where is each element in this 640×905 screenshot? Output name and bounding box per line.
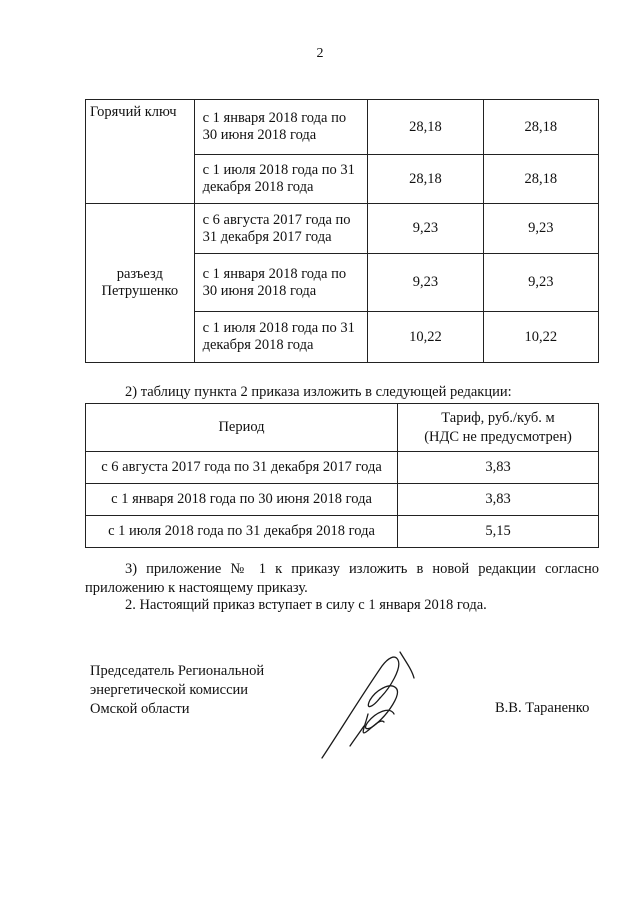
period-line: с 1 января 2018 года по xyxy=(202,110,347,126)
period-line: с 6 августа 2017 года по xyxy=(202,211,351,228)
tariff-value: 5,15 xyxy=(398,516,599,548)
period-cell xyxy=(194,204,368,254)
signatory-title-line: Председатель Региональной xyxy=(90,663,265,679)
period-cell xyxy=(194,254,368,312)
signatory-title xyxy=(90,662,264,719)
signatory-title-line: Омской области xyxy=(90,701,190,717)
handwritten-signature xyxy=(310,636,430,766)
header-tariff xyxy=(398,404,599,452)
page-number: 2 xyxy=(316,46,324,61)
paragraph-line: приложению к настоящему приказу. xyxy=(85,580,308,596)
tariff-value: 9,23 xyxy=(483,254,598,312)
signatory-name: В.В. Тараненко xyxy=(495,700,590,716)
tariff-value: 3,83 xyxy=(398,452,599,484)
tariff-value: 9,23 xyxy=(368,204,483,254)
tariff-value: 3,83 xyxy=(398,484,599,516)
table-row xyxy=(86,452,599,484)
period-cell xyxy=(194,155,368,204)
table-row xyxy=(86,100,599,155)
tariff-value: 28,18 xyxy=(483,155,598,204)
period-line: с 1 июля 2018 года по 31 xyxy=(202,320,355,336)
header-tariff-line: Тариф, руб./куб. м xyxy=(441,409,555,426)
period-cell: с 1 июля 2018 года по 31 декабря 2018 года xyxy=(86,516,398,548)
tariff-value: 28,18 xyxy=(368,100,483,155)
header-tariff-line: (НДС не предусмотрен) xyxy=(424,428,572,445)
tariff-table-locations xyxy=(85,99,599,363)
table-header-row xyxy=(86,404,599,452)
tariff-value: 10,22 xyxy=(368,312,483,363)
tariff-value: 28,18 xyxy=(368,155,483,204)
period-line: декабря 2018 года xyxy=(202,179,314,195)
period-cell xyxy=(194,312,368,363)
period-cell: с 1 января 2018 года по 30 июня 2018 года xyxy=(86,484,398,516)
tariff-value: 10,22 xyxy=(483,312,598,363)
table-row xyxy=(86,516,599,548)
table-row xyxy=(86,484,599,516)
period-line: с 1 июля 2018 года по 31 xyxy=(202,162,355,178)
period-cell: с 6 августа 2017 года по 31 декабря 2017 года xyxy=(86,452,398,484)
period-line: 30 июня 2018 года xyxy=(202,127,317,143)
period-cell xyxy=(194,100,368,155)
tariff-value: 9,23 xyxy=(483,204,598,254)
location-name: разъезд xyxy=(116,266,163,282)
location-cell xyxy=(86,100,195,204)
intro-paragraph: 2) таблицу пункта 2 приказа изложить в следующей редакции: xyxy=(125,384,512,400)
signatory-title-line: энергетической комиссии xyxy=(90,682,249,698)
header-period: Период xyxy=(86,404,398,452)
table-row xyxy=(86,204,599,254)
tariff-value: 9,23 xyxy=(368,254,483,312)
location-name: Горячий ключ xyxy=(90,104,177,120)
location-cell xyxy=(86,204,195,363)
paragraph-effective-date: 2. Настоящий приказ вступает в силу с 1 января 2018 года. xyxy=(125,597,487,613)
paragraph-3 xyxy=(85,560,599,598)
period-line: с 1 января 2018 года по xyxy=(202,265,347,282)
paragraph-line: 3) приложение № 1 к приказу изложить в новой редакции согласно xyxy=(125,561,599,577)
period-line: декабря 2018 года xyxy=(202,337,314,353)
period-line: 31 декабря 2017 года xyxy=(202,228,332,245)
tariff-table-periods xyxy=(85,403,599,548)
period-line: 30 июня 2018 года xyxy=(202,282,317,299)
tariff-value: 28,18 xyxy=(483,100,598,155)
location-name: Петрушенко xyxy=(101,283,179,299)
